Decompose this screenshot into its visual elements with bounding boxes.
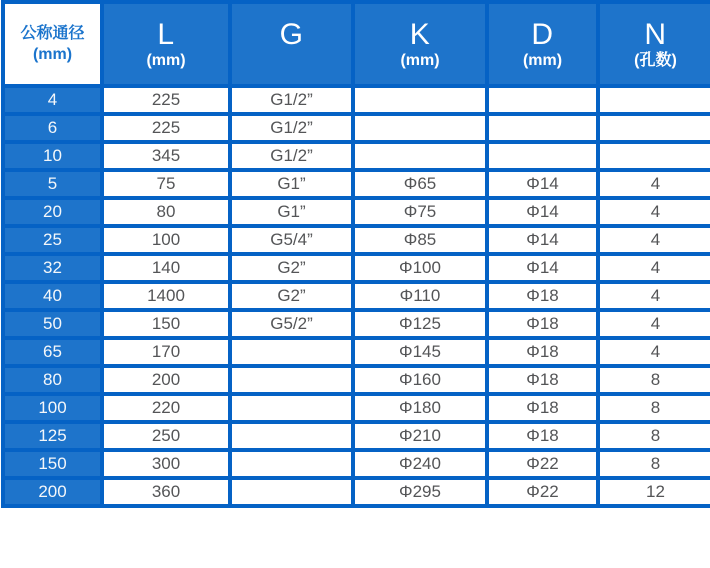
data-cell: Φ160 xyxy=(353,366,487,394)
data-cell: Φ295 xyxy=(353,478,487,506)
data-cell xyxy=(353,142,487,170)
data-cell: G1/2” xyxy=(230,142,353,170)
data-cell xyxy=(487,142,598,170)
row-nominal-diameter-cell: 65 xyxy=(3,338,102,366)
data-cell: Φ14 xyxy=(487,170,598,198)
data-cell: 250 xyxy=(102,422,230,450)
data-cell: 150 xyxy=(102,310,230,338)
data-cell: G2” xyxy=(230,282,353,310)
row-nominal-diameter-cell: 4 xyxy=(3,86,102,114)
col-header-sublabel: (mm) xyxy=(146,51,186,69)
col-header-sublabel: (孔数) xyxy=(634,51,677,69)
col-header-sublabel xyxy=(232,51,351,70)
data-cell: G5/2” xyxy=(230,310,353,338)
data-cell: 360 xyxy=(102,478,230,506)
data-cell xyxy=(230,422,353,450)
data-cell: Φ18 xyxy=(487,282,598,310)
data-cell: Φ240 xyxy=(353,450,487,478)
table-row xyxy=(3,310,710,338)
data-cell: 8 xyxy=(598,366,710,394)
table-row xyxy=(3,422,710,450)
header-row xyxy=(3,2,710,86)
data-cell: Φ14 xyxy=(487,226,598,254)
table-row xyxy=(3,254,710,282)
data-cell: G1” xyxy=(230,170,353,198)
table-row xyxy=(3,478,710,506)
data-cell: 200 xyxy=(102,366,230,394)
data-cell: 4 xyxy=(598,170,710,198)
data-cell: Φ85 xyxy=(353,226,487,254)
row-nominal-diameter-cell: 6 xyxy=(3,114,102,142)
col-header-G xyxy=(230,2,353,86)
data-cell: 170 xyxy=(102,338,230,366)
data-cell: Φ18 xyxy=(487,366,598,394)
data-cell: Φ22 xyxy=(487,450,598,478)
col-header-L xyxy=(102,2,230,86)
row-nominal-diameter-cell: 20 xyxy=(3,198,102,226)
data-cell: 4 xyxy=(598,310,710,338)
data-cell xyxy=(230,366,353,394)
data-cell xyxy=(598,86,710,114)
dimension-table xyxy=(1,0,710,508)
data-cell xyxy=(230,394,353,422)
data-cell xyxy=(353,86,487,114)
row-nominal-diameter-cell: 125 xyxy=(3,422,102,450)
data-cell: G1/2” xyxy=(230,114,353,142)
data-cell: Φ75 xyxy=(353,198,487,226)
data-cell: Φ22 xyxy=(487,478,598,506)
data-cell: 345 xyxy=(102,142,230,170)
data-cell: Φ145 xyxy=(353,338,487,366)
data-cell: 8 xyxy=(598,422,710,450)
data-cell xyxy=(230,450,353,478)
col-header-label: L xyxy=(157,17,175,51)
data-cell xyxy=(353,114,487,142)
data-cell: Φ14 xyxy=(487,198,598,226)
data-cell: Φ180 xyxy=(353,394,487,422)
data-cell: 1400 xyxy=(102,282,230,310)
data-cell: 225 xyxy=(102,86,230,114)
data-cell: G2” xyxy=(230,254,353,282)
table-row xyxy=(3,86,710,114)
data-cell: Φ65 xyxy=(353,170,487,198)
table-row xyxy=(3,366,710,394)
row-nominal-diameter-cell: 32 xyxy=(3,254,102,282)
table-row xyxy=(3,394,710,422)
table-row xyxy=(3,338,710,366)
col-header-sublabel: (mm) xyxy=(32,46,73,63)
data-cell: 4 xyxy=(598,198,710,226)
data-cell: 220 xyxy=(102,394,230,422)
table-row xyxy=(3,198,710,226)
data-cell xyxy=(487,114,598,142)
data-cell: 4 xyxy=(598,282,710,310)
row-nominal-diameter-cell: 25 xyxy=(3,226,102,254)
data-cell: Φ18 xyxy=(487,394,598,422)
row-nominal-diameter-cell: 10 xyxy=(3,142,102,170)
table-body xyxy=(3,86,710,506)
row-nominal-diameter-cell: 150 xyxy=(3,450,102,478)
col-header-D xyxy=(487,2,598,86)
data-cell: 140 xyxy=(102,254,230,282)
data-cell: 75 xyxy=(102,170,230,198)
col-header-N xyxy=(598,2,710,86)
col-header-sublabel: (mm) xyxy=(400,51,440,69)
data-cell: Φ125 xyxy=(353,310,487,338)
data-cell: 4 xyxy=(598,254,710,282)
data-cell: 8 xyxy=(598,450,710,478)
data-cell: 8 xyxy=(598,394,710,422)
row-nominal-diameter-cell: 50 xyxy=(3,310,102,338)
table-row xyxy=(3,450,710,478)
table-row xyxy=(3,282,710,310)
data-cell: Φ18 xyxy=(487,422,598,450)
data-cell: Φ210 xyxy=(353,422,487,450)
row-nominal-diameter-cell: 100 xyxy=(3,394,102,422)
row-nominal-diameter-cell: 80 xyxy=(3,366,102,394)
data-cell: 4 xyxy=(598,226,710,254)
row-nominal-diameter-cell: 40 xyxy=(3,282,102,310)
col-header-label: K xyxy=(409,17,431,51)
row-nominal-diameter-cell: 200 xyxy=(3,478,102,506)
data-cell: 4 xyxy=(598,338,710,366)
col-header-label: D xyxy=(531,17,554,51)
data-cell: G1” xyxy=(230,198,353,226)
col-header-K xyxy=(353,2,487,86)
data-cell xyxy=(598,114,710,142)
data-cell: G5/4” xyxy=(230,226,353,254)
data-cell: 225 xyxy=(102,114,230,142)
col-header-label: G xyxy=(279,17,304,51)
data-cell: 80 xyxy=(102,198,230,226)
row-nominal-diameter-cell: 5 xyxy=(3,170,102,198)
data-cell: Φ18 xyxy=(487,310,598,338)
col-header-label: 公称通径 xyxy=(20,25,85,42)
table-row xyxy=(3,114,710,142)
col-header-sublabel: (mm) xyxy=(522,51,563,69)
table-row xyxy=(3,142,710,170)
table-header xyxy=(3,2,710,86)
data-cell: 100 xyxy=(102,226,230,254)
data-cell xyxy=(487,86,598,114)
data-cell xyxy=(230,478,353,506)
col-header-label: N xyxy=(644,17,667,51)
data-cell: Φ110 xyxy=(353,282,487,310)
data-cell: Φ18 xyxy=(487,338,598,366)
col-header-nominal-diameter xyxy=(3,2,102,86)
table-row xyxy=(3,170,710,198)
data-cell: 12 xyxy=(598,478,710,506)
data-cell: 300 xyxy=(102,450,230,478)
data-cell: Φ14 xyxy=(487,254,598,282)
data-cell xyxy=(598,142,710,170)
data-cell: Φ100 xyxy=(353,254,487,282)
data-cell xyxy=(230,338,353,366)
table-row xyxy=(3,226,710,254)
data-cell: G1/2” xyxy=(230,86,353,114)
